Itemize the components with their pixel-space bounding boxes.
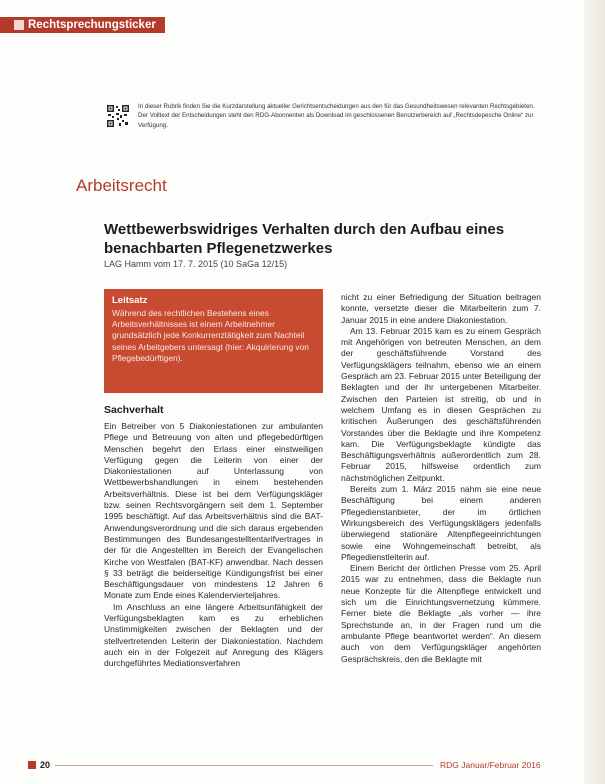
subheading-sachverhalt: Sachverhalt — [104, 404, 164, 416]
left-column — [104, 421, 323, 757]
paragraph: Ein Betreiber von 5 Diakoniestationen zur ambulanten Pflege und Betreuung von alten und pflegebedürftigen Menschen begehrt den Erlass einer einstweiligen Verfügung gegen die Leiterin von einer der Diakoniestationen auf Unterlassung von Wettbewerbshandlungen in einem bestehenden Arbeitsverhältnis. Diese ist bei dem Verfügungskläger bzw. seinen Rechtsvorgängern seit dem 1. September 1995 beschäftigt. Auf das Arbeitsverhältnis sind die BAT-Anwendungsverordnung und die sich daraus ergebenden Bestimmungen des Bundesangestelltentarifvertrages in der für die Angestellten im Bereich der Evangelischen Kirche von Westfalen (BAT-KF) anwendbar. Nach dessen § 33 beträgt die beiderseitige Kündigungsfrist bei einer Beschäftigungsdauer von mindestens 12 Jahren 6 Monate zum Ende eines Kalendervierteljahres. — [104, 421, 323, 601]
page-number-marker — [28, 761, 36, 769]
right-column — [341, 292, 541, 757]
category-banner — [0, 17, 165, 33]
paragraph: Am 13. Februar 2015 kam es zu einem Gespräch mit Angehörigen von betreuten Menschen, an dem der geschäftsführende Vorstand des Verfügungsklägers teilnahm, ebenso wie an einem Gespräch am 23. Februar 2015 unter Beteiligung der Beklagten und der ihr untergebenen Mitarbeiter. Zwischen den Parteien ist streitig, ob und in welchem Umfang es in diesen Gesprächen zu kritischen Äußerungen des geschäftsführenden Vorstandes über die Beklagte und ihre Kompetenz kam. Die Verfügungsbeklagte kündigte das Beschäftigungsverhältnis außerordentlich zum 28. Februar 2015, hilfsweise ordentlich zum nächstmöglichen Zeitpunkt. — [341, 325, 541, 483]
category-label: Rechtsprechungsticker — [28, 19, 156, 31]
footer-rule — [55, 765, 433, 766]
article-title: Wettbewerbswidriges Verhalten durch den Aufbau eines benachbarten Pflegenetzwerkes — [104, 221, 505, 257]
journal-issue: RDG Januar/Februar 2016 — [440, 760, 541, 770]
leitsatz-box — [104, 289, 323, 393]
paragraph: Einem Bericht der örtlichen Presse vom 25. April 2015 war zu entnehmen, dass die Beklagte nun neue Konzepte für die Altenpflege entwickelt und sich um die Einrichtungsvernetzung kümmere. Ferner biete die Beklagte „als vorher — ihre Sprechstunde an, in der Fragen rund um die ambulante Pflege beantwortet werden“. An diesem auch von dem Verfügungskläger angehörten Gesprächskreis, den die Beklagte mit — [341, 563, 541, 664]
paragraph: nicht zu einer Befriedigung der Situation beitragen konnte, versetzte dieser die Mitarbeiterin zum 7. Januar 2015 in eine andere Diakoniestation. — [341, 292, 541, 325]
banner-square-icon — [14, 20, 24, 30]
paragraph: Im Anschluss an eine längere Arbeitsunfähigkeit der Verfügungsbeklagten kam es zu erheblichen Unstimmigkeiten zwischen der Beklagten und der stellvertretenden Leiterin der Diakoniestation. Nachdem auch ein in der Folgezeit auf Anregung des Klägers durchgeführtes Mediationsverfahren — [104, 601, 323, 669]
leitsatz-title: Leitsatz — [112, 295, 148, 306]
leitsatz-text: Während des rechtlichen Bestehens eines Arbeitsverhältnisses ist einem Arbeitnehmer grundsätzlich jede Konkurrenztätigkeit zum Nachteil seines Arbeitgebers untersagt (hier: Akquirierung von Pflegebedürftigen). — [112, 308, 309, 363]
court-reference: LAG Hamm vom 17. 7. 2015 (10 SaGa 12/15) — [104, 259, 288, 269]
rubric-intro-text: In dieser Rubrik finden Sie die Kurzdarstellung aktueller Gerichtsentscheidungen aus den für das Gesundheitswesen relevanten Rechtsgebieten. Der Volltext der Entscheidungen steht den RDG-Abonnenten als Download im geschlossenen Benutzerbereich auf „Rechtsdepesche Online“ zur Verfügung. — [138, 103, 535, 129]
qr-code-icon — [106, 104, 130, 128]
section-title: Arbeitsrecht — [76, 176, 167, 195]
page-number: 20 — [40, 760, 51, 770]
page-edge-shadow — [584, 0, 605, 784]
paragraph: Bereits zum 1. März 2015 nahm sie eine neue Beschäftigung bei einem anderen Pflegedienstanbieter, der im örtlichen Wirkungsbereich des Verfügungsklägers jedenfalls überwiegend stationäre Altenpflegeeinrichtungen sowie eine Wohngemeinschaft betreibt, als Pflegedienstleiterin auf. — [341, 484, 541, 562]
